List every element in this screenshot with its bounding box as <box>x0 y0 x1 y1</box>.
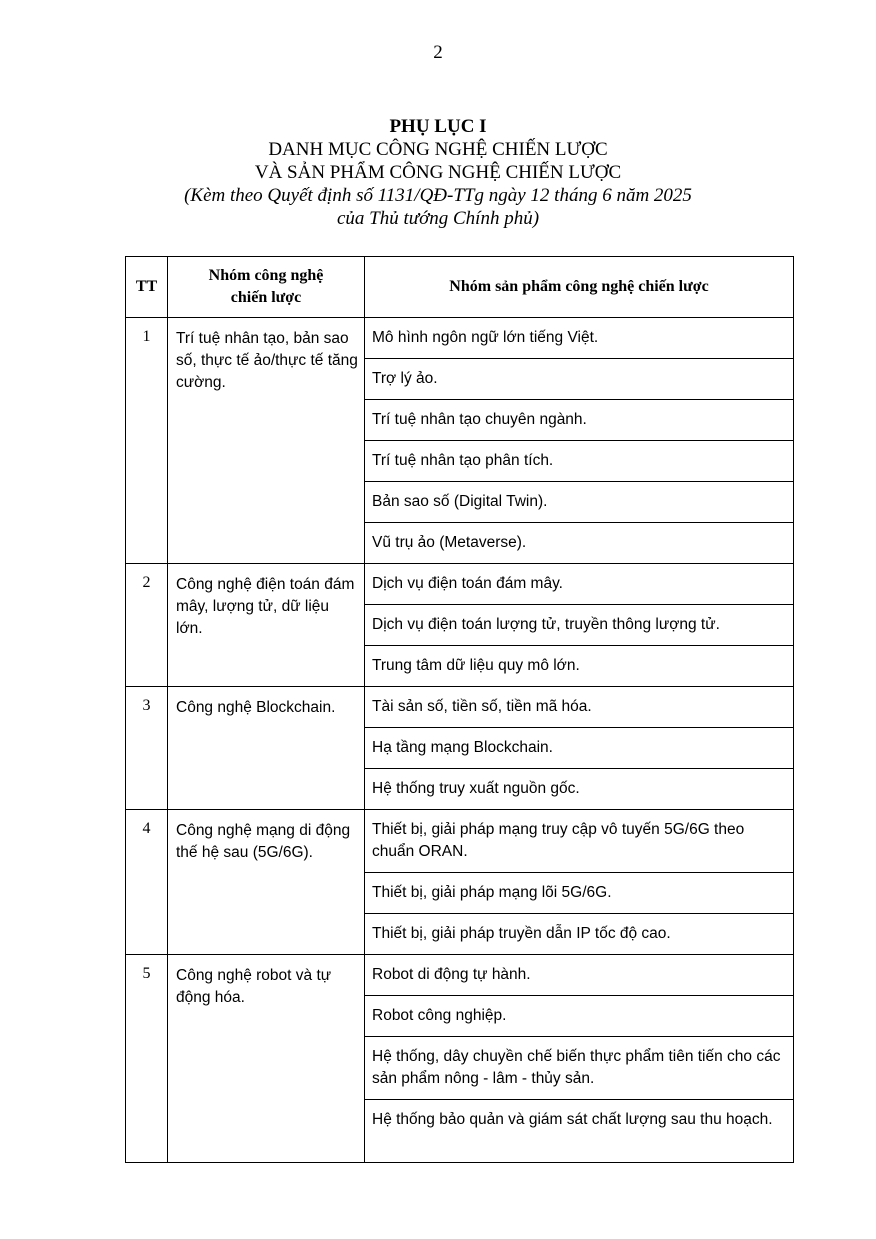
header-products: Nhóm sản phẩm công nghệ chiến lược <box>365 257 794 318</box>
table-header-row <box>126 257 794 318</box>
appendix-subtitle-2: VÀ SẢN PHẨM CÔNG NGHỆ CHIẾN LƯỢC <box>254 162 622 183</box>
product-item: Robot di động tự hành. <box>365 955 794 996</box>
table-row <box>126 564 794 605</box>
appendix-subtitle-1: DANH MỤC CÔNG NGHỆ CHIẾN LƯỢC <box>268 139 608 160</box>
page-number: 2 <box>433 42 443 63</box>
table-row <box>126 318 794 359</box>
product-item: Hệ thống truy xuất nguồn gốc. <box>365 769 794 810</box>
group-name: Công nghệ Blockchain. <box>168 687 365 810</box>
decision-note-2: của Thủ tướng Chính phủ) <box>336 208 540 229</box>
header-group <box>168 257 365 318</box>
group-name: Trí tuệ nhân tạo, bản sao số, thực tế ảo/thực tế tăng cường. <box>168 318 365 564</box>
decision-note-1: (Kèm theo Quyết định số 1131/QĐ-TTg ngày 12 tháng 6 năm 2025 <box>184 185 692 206</box>
product-item: Vũ trụ ảo (Metaverse). <box>365 523 794 564</box>
product-item: Hạ tầng mạng Blockchain. <box>365 728 794 769</box>
product-item: Dịch vụ điện toán đám mây. <box>365 564 794 605</box>
product-item: Hệ thống bảo quản và giám sát chất lượng sau thu hoạch. <box>365 1100 794 1163</box>
header-tt: TT <box>126 257 168 318</box>
product-item: Thiết bị, giải pháp mạng truy cập vô tuyến 5G/6G theo chuẩn ORAN. <box>365 810 794 873</box>
group-number: 2 <box>126 564 168 687</box>
table-row <box>126 810 794 873</box>
product-item: Mô hình ngôn ngữ lớn tiếng Việt. <box>365 318 794 359</box>
group-name: Công nghệ điện toán đám mây, lượng tử, dữ liệu lớn. <box>168 564 365 687</box>
group-name: Công nghệ robot và tự động hóa. <box>168 955 365 1163</box>
header-group-line1: Nhóm công nghệ <box>208 267 324 284</box>
table-row <box>126 687 794 728</box>
group-number: 4 <box>126 810 168 955</box>
technology-table <box>125 256 794 1163</box>
product-item: Dịch vụ điện toán lượng tử, truyền thông lượng tử. <box>365 605 794 646</box>
header-group-line2: chiến lược <box>230 289 302 306</box>
group-name: Công nghệ mạng di động thế hệ sau (5G/6G). <box>168 810 365 955</box>
product-item: Trí tuệ nhân tạo chuyên ngành. <box>365 400 794 441</box>
group-number: 1 <box>126 318 168 564</box>
table-row <box>126 955 794 996</box>
group-number: 5 <box>126 955 168 1163</box>
product-item: Trợ lý ảo. <box>365 359 794 400</box>
product-item: Trí tuệ nhân tạo phân tích. <box>365 441 794 482</box>
product-item: Tài sản số, tiền số, tiền mã hóa. <box>365 687 794 728</box>
product-item: Trung tâm dữ liệu quy mô lớn. <box>365 646 794 687</box>
product-item: Bản sao số (Digital Twin). <box>365 482 794 523</box>
product-item: Thiết bị, giải pháp truyền dẫn IP tốc độ cao. <box>365 914 794 955</box>
appendix-heading <box>0 115 876 230</box>
product-item: Thiết bị, giải pháp mạng lõi 5G/6G. <box>365 873 794 914</box>
group-number: 3 <box>126 687 168 810</box>
product-item: Hệ thống, dây chuyền chế biến thực phẩm tiên tiến cho các sản phẩm nông - lâm - thủy sản. <box>365 1037 794 1100</box>
product-item: Robot công nghiệp. <box>365 996 794 1037</box>
appendix-title: PHỤ LỤC I <box>389 116 487 137</box>
